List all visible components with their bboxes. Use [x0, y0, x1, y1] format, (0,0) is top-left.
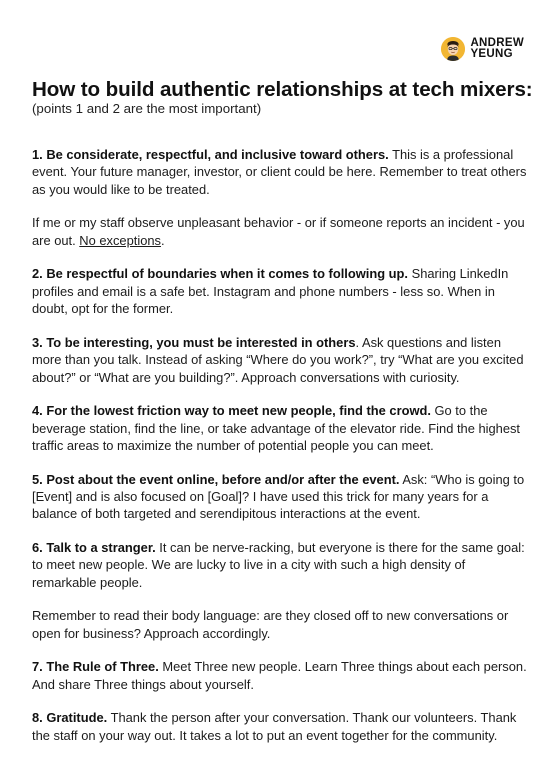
point-2 [32, 265, 532, 317]
point-6 [32, 539, 532, 591]
point-1-note [32, 214, 532, 249]
brand-logo [441, 37, 524, 61]
point-5 [32, 471, 532, 523]
point-7 [32, 658, 532, 693]
point-7-heading: 7. The Rule of Three. [32, 659, 159, 675]
point-8-heading: 8. Gratitude. [32, 710, 108, 726]
point-1 [32, 146, 532, 198]
point-3-heading: 3. To be interesting, you must be interested in others [32, 334, 356, 350]
page-subtitle: (points 1 and 2 are the most important) [32, 101, 262, 116]
logo-line-2: YEUNG [470, 48, 513, 60]
point-1-heading: 1. Be considerate, respectful, and inclusive toward others. [32, 147, 389, 162]
logo-wordmark [470, 38, 524, 60]
point-8-text: Thank the person after your conversation. Thank our volunteers. Thank the staff on your way out. It takes a lot to put an event together for the community. [32, 710, 517, 743]
logo-line-1: ANDREW [470, 37, 524, 49]
point-1-note-text: If me or my staff observe unpleasant behavior - or if someone reports an incident - you are out. [32, 215, 525, 248]
avatar-icon [441, 37, 465, 61]
point-4-text: Go to the beverage station, find the line, or take advantage of the elevator ride. Find the highest traffic areas to maximize the number of potential people you can meet. [32, 403, 521, 454]
point-4 [32, 402, 532, 454]
point-2-text: Sharing LinkedIn profiles and email is a safe bet. Instagram and phone numbers - less so. When in doubt, opt for the former. [32, 266, 509, 317]
point-6-heading: 6. Talk to a stranger. [32, 540, 156, 556]
point-6-text: It can be nerve-racking, but everyone is there for the same goal: to meet new people. We are lucky to live in a city with such a high density of remarkable people. [32, 540, 525, 590]
point-2-heading: 2. Be respectful of boundaries when it comes to following up. [32, 266, 409, 282]
point-5-heading: 5. Post about the event online, before and/or after the event. [32, 471, 400, 487]
point-7-text: Meet Three new people. Learn Three things about each person. And share Three things about yourself. [32, 659, 527, 692]
point-6-note [32, 607, 532, 642]
point-1-text: This is a professional event. Your future manager, investor, or client could be here. Remember to treat others as you would like to be treated. [32, 147, 527, 197]
point-3-text: . Ask questions and listen more than you talk. Instead of asking “Where do you work?”, try “What are you excited about?” or “What are you building?”. Approach conversations with curiosity. [32, 334, 524, 385]
point-1-note-end: . [160, 232, 165, 248]
point-3 [32, 334, 532, 386]
point-4-heading: 4. For the lowest friction way to meet new people, find the crowd. [32, 403, 431, 419]
point-8 [32, 709, 532, 744]
page-title: How to build authentic relationships at tech mixers: [32, 78, 533, 101]
point-5-text: Ask: “Who is going to [Event] and is also focused on [Goal]? I have used this trick for many years for a balance of both targeted and serendipitous interactions at the event. [32, 471, 525, 522]
no-exceptions-text: No exceptions [79, 232, 161, 248]
document-body [32, 146, 532, 760]
point-6-note-text: Remember to read their body language: are they closed off to new conversations or open for business? Approach accordingly. [32, 608, 509, 641]
